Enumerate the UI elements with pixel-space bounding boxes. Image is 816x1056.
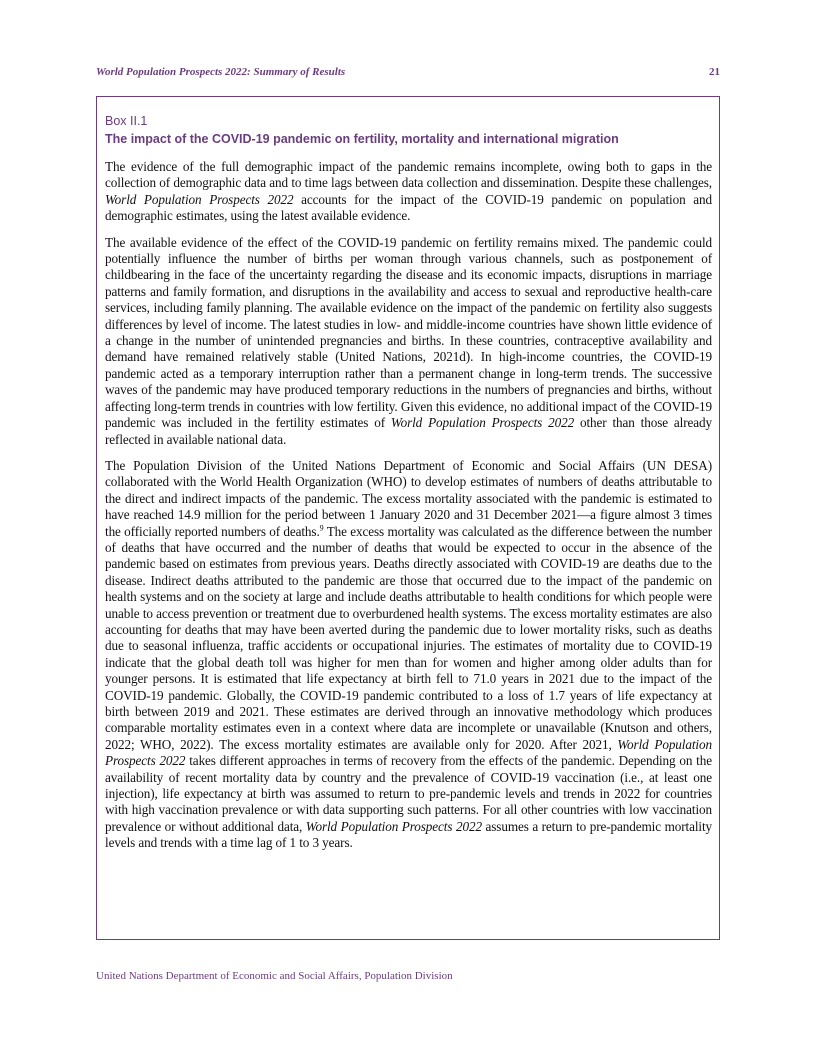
text-run: The available evidence of the effect of the COVID-19 pandemic on fertility remains mixed. The pandemic could potentially influence the number of births per woman through various channels, such as postponement of childbearing in the face of the uncertainty regarding the disease and its economic impacts, disruptions in marriage patterns and family formation, and disruptions in the availability and access to sexual and reproductive health-care services, including family planning. The available evidence on the impact of the pandemic on fertility also suggests differences by level of income. The latest studies in low- and middle-income countries have shown little evidence of a change in the number of unintended pregnancies and births. In these countries, contraceptive availability and demand have remained relatively stable (United Nations, 2021d). In high-income countries, the COVID-19 pandemic acted as a temporary interruption rather than a permanent change in long-term trends. The successive waves of the pandemic may have produced temporary reductions in the numbers of pregnancies and births, without affecting long-term trends in countries with low fertility. Given this evidence, no additional impact of the COVID-19 pandemic was included in the fertility estimates of [105,234,712,431]
text-run: The evidence of the full demographic impact of the pandemic remains incomplete, owing both to gaps in the collection of demographic data and to time lags between data collection and dissemination. Despite these challenges, [105,159,712,191]
page-footer: United Nations Department of Economic and Social Affairs, Population Division [96,970,453,982]
text-run: The Population Division of the United Nations Department of Economic and Social Affairs (UN DESA) collaborated with the World Health Organization (WHO) to develop estimates of numbers of deaths attributable to the direct and indirect impacts of the pandemic. The excess mortality associated with the pandemic is estimated to have reached 14.9 million for the period between 1 January 2020 and 31 December 2021—a figure almost 3 times the officially reported numbers of deaths. [105,457,712,539]
box-label: Box II.1 [105,114,148,128]
page-header [96,66,720,82]
text-run: accounts for the impact of the COVID-19 pandemic on population and demographic estimates, using the latest available evidence. [105,191,712,224]
text-box [96,96,720,940]
page-number: 21 [709,66,720,78]
box-title: The impact of the COVID-19 pandemic on fertility, mortality and international migration [105,132,619,146]
paragraph-evidence [105,159,712,225]
text-run: takes different approaches in terms of recovery from the effects of the pandemic. Depending on the availability of recent mortality data by country and the prevalence of COVID-19 vaccination (i.e., at least one injection), life expectancy at birth was assumed to return to pre-pandemic levels and trends in 2022 for countries with high vaccination prevalence or with data supporting such patterns. For all other countries with low vaccination prevalence or without additional data, [105,753,712,834]
publication-title: World Population Prospects 2022 [390,415,575,431]
text-run: The excess mortality was calculated as the difference between the number of deaths that have occurred and the number of deaths that would be expected to occur in the absence of the pandemic based on estimates from previous years. Deaths directly associated with COVID-19 are deaths due to the disease. Indirect deaths attributed to the pandemic are those that occurred due to the impact of the pandemic on health systems and on the society at large and include deaths attributable to health conditions for which people were unable to access prevention or treatment due to overburdened health systems. The excess mortality estimates are also accounting for deaths that may have been averted during the pandemic due to lower mortality risks, such as deaths due to seasonal influenza, traffic accidents or occupational injuries. The estimates of mortality due to COVID-19 indicate that the global death toll was higher for men than for women and higher among older adults than for younger persons. It is estimated that life expectancy at birth fell to 71.0 years in 2021 due to the impact of the COVID-19 pandemic. Globally, the COVID-19 pandemic contributed to a loss of 1.7 years of life expectancy at birth between 2019 and 2021. These estimates are derived through an innovative methodology which produces comparable mortality estimates even in a context where data are incomplete or unavailable (Knutson and others, 2022; WHO, 2022). The excess mortality estimates are available only for 2020. After 2021, [105,523,713,752]
publication-title: World Population Prospects 2022 [105,736,712,769]
text-run: other than those already reflected in available national data. [105,415,712,447]
paragraph-fertility [105,235,712,448]
running-title: World Population Prospects 2022: Summary of Results [96,66,346,78]
publication-title: World Population Prospects 2022 [105,191,294,207]
text-run: assumes a return to pre-pandemic mortality levels and trends with a time lag of 1 to 3 years. [105,818,713,851]
paragraph-mortality [105,458,712,852]
publication-title: World Population Prospects 2022 [305,818,482,834]
footnote-ref: 9 [319,523,324,533]
